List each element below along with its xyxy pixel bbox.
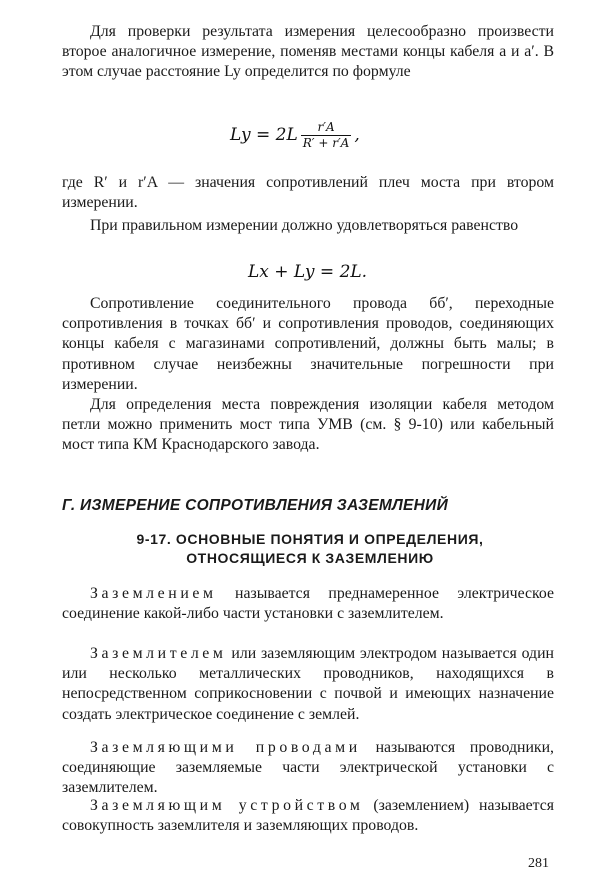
paragraph-text: Для проверки результата измерения целесообразно произвести второе аналогичное измерение, поменяв местами концы кабеля a и a′. В этом случае расстояние Ly определится по формуле bbox=[62, 23, 554, 81]
chapter-heading: Г. ИЗМЕРЕНИЕ СОПРОТИВЛЕНИЯ ЗАЗЕМЛЕНИЙ bbox=[62, 497, 449, 514]
paragraph-text: где R′ и r′A — значения сопротивлений плеч моста при втором измерении. bbox=[62, 174, 554, 212]
section-heading-line-1: 9-17. ОСНОВНЫЕ ПОНЯТИЯ И ОПРЕДЕЛЕНИЯ, bbox=[136, 531, 484, 547]
formula-sum-text: Lx + Ly = 2L. bbox=[248, 262, 368, 282]
paragraph-text: Для определения места повреждения изоляции кабеля методом петли можно применить мост типа УМВ (см. § 9-10) или кабельный мост типа КМ Краснодарского завода. bbox=[62, 396, 554, 454]
definition-term: Заземляющим устройством bbox=[90, 797, 364, 814]
section-heading-line-2: ОТНОСЯЩИЕСЯ К ЗАЗЕМЛЕНИЮ bbox=[186, 550, 434, 566]
paragraph-equality bbox=[62, 216, 554, 236]
definition-text: или заземляющим электродом называется один или несколько металлических проводников, находящихся в непосредственном соприкосновении с почвой и имеющих назначение создать электрическое соединение с землей. bbox=[62, 645, 554, 723]
formula-fraction bbox=[301, 120, 352, 151]
definition-text: (заземлением) называется совокупность заземлителя и заземляющих проводов. bbox=[62, 797, 554, 835]
definition-text: называется преднамеренное электрическое соединение какой-либо части установки с заземлителем. bbox=[62, 585, 554, 623]
definition-grounding-electrode bbox=[62, 644, 554, 725]
fraction-numerator: r′A bbox=[301, 120, 352, 136]
formula-ly bbox=[230, 120, 360, 151]
fraction-denominator: R′ + r′A bbox=[302, 136, 350, 150]
paragraph-text: Сопротивление соединительного провода бб′, переходные сопротивления в точках бб′ и сопротивления проводов, соединяющих концы кабеля с магазинами сопротивлений, должны быть малы; в противном случае неизбежны значительные погрешности при измерении. bbox=[62, 295, 554, 393]
definition-term: Заземляющими проводами bbox=[90, 739, 361, 756]
formula-lhs: Ly = 2L bbox=[230, 125, 298, 145]
formula-sum bbox=[248, 262, 367, 282]
definition-term: Заземлителем bbox=[90, 645, 227, 662]
definition-grounding-wires bbox=[62, 738, 554, 799]
paragraph-text: При правильном измерении должно удовлетворяться равенство bbox=[90, 217, 519, 234]
paragraph-where bbox=[62, 173, 554, 213]
definition-grounding-device bbox=[62, 796, 554, 836]
definition-grounding bbox=[62, 584, 554, 624]
formula-tail: , bbox=[354, 125, 360, 145]
paragraph-resistance bbox=[62, 294, 554, 395]
definition-text: называются проводники, соединяющие заземляемые части электрической установки с заземлителем. bbox=[62, 739, 554, 797]
paragraph-verification bbox=[62, 22, 554, 83]
page-number: 281 bbox=[528, 856, 549, 871]
definition-term: Заземлением bbox=[90, 585, 217, 602]
paragraph-fault-location bbox=[62, 395, 554, 456]
